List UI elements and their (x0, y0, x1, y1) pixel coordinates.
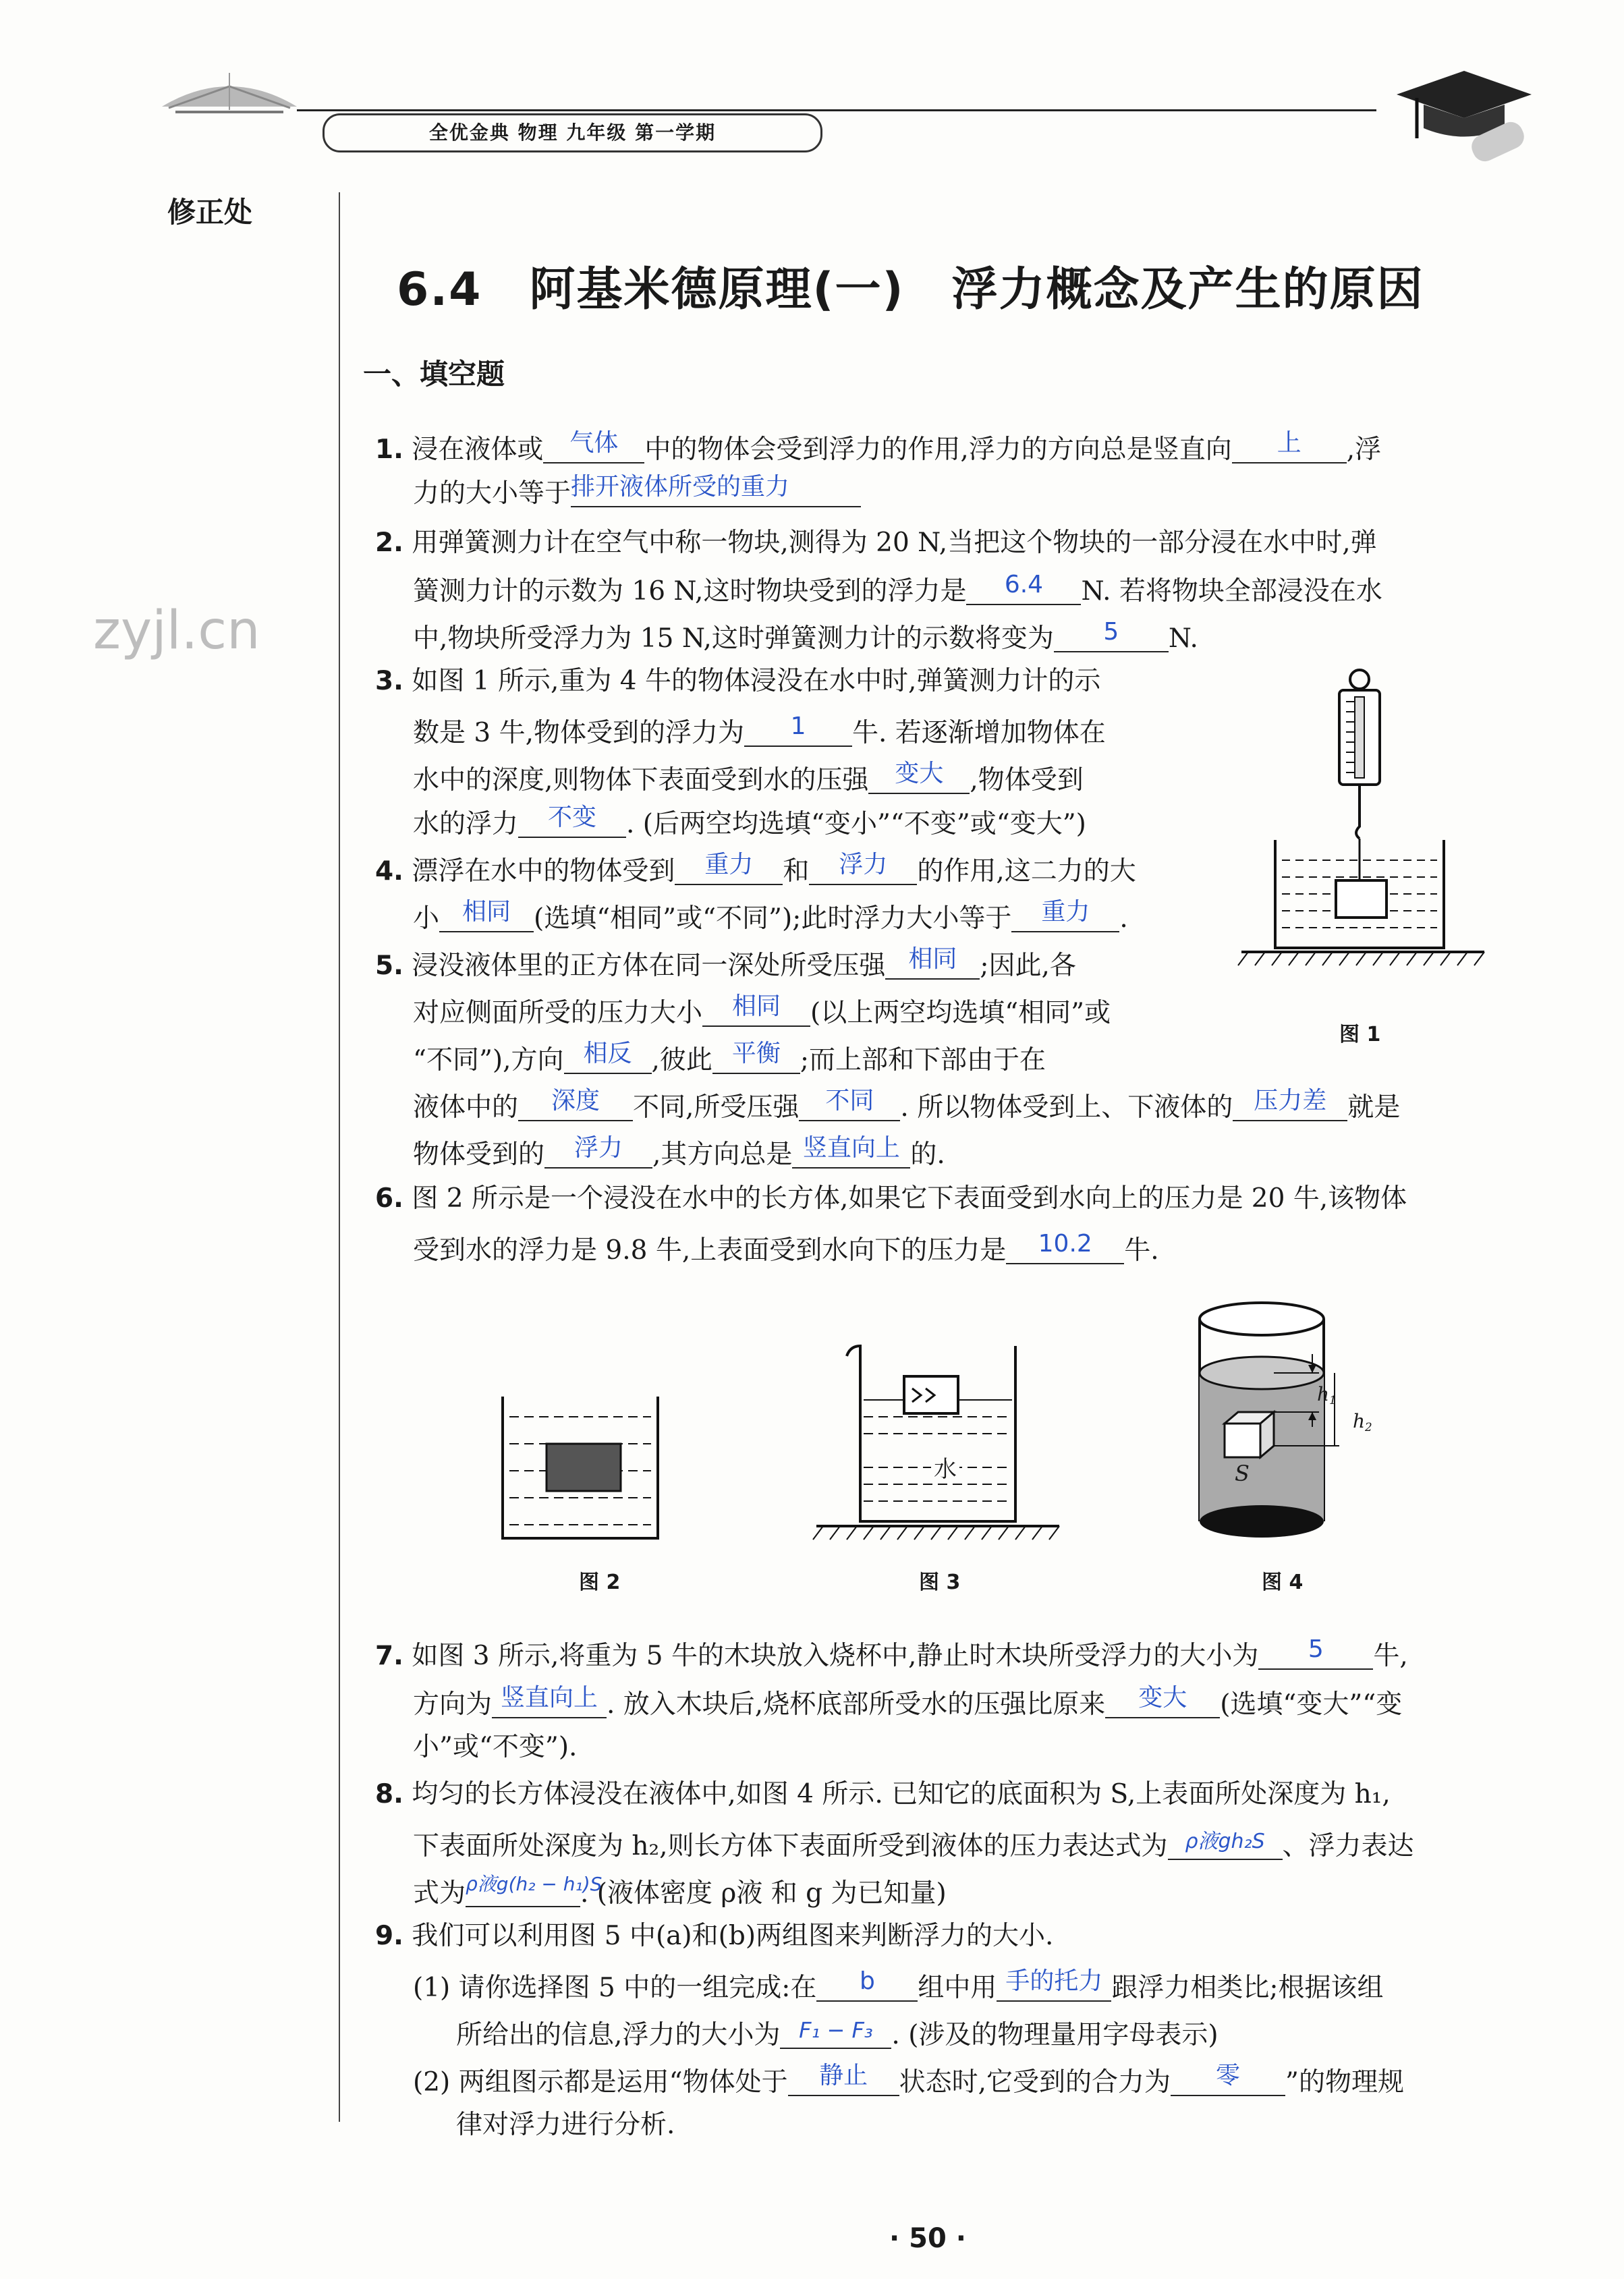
figure-3-water-label: 水 (931, 1451, 959, 1484)
q3-line2: 数是 3 牛,物体受到的浮力为 1 牛. 若逐渐增加物体在 (413, 712, 1106, 749)
q1-line2: 力的大小等于 排开液体所受的重力 (413, 476, 861, 507)
q4-blank4[interactable]: 重力 (1011, 901, 1119, 932)
figure-4-h1-label: $h_1$ (1317, 1383, 1337, 1407)
q3-blank1[interactable]: 1 (744, 715, 852, 747)
q4-line1: 4. 漂浮在水中的物体受到 重力 和 浮力 的作用,这二力的大 (375, 850, 1136, 887)
q9-line5: 律对浮力进行分析. (456, 2110, 675, 2140)
q4-line2: 小 相同 (选填“相同”或“不同”);此时浮力大小等于 重力 . (413, 897, 1128, 934)
q4-blank2[interactable]: 浮力 (809, 853, 917, 885)
q3-blank2[interactable]: 变大 (868, 762, 970, 794)
q4-number: 4. (375, 856, 403, 887)
watermark: zyjl.cn (93, 600, 260, 661)
q9-line2: (1) 请你选择图 5 中的一组完成:在 b 组中用 手的托力 跟浮力相类比;根据该组 (413, 1967, 1384, 2004)
q2-blank2[interactable]: 5 (1054, 621, 1169, 652)
q8-line2: 下表面所处深度为 h₂,则长方体下表面所受到液体的压力表达式为 ρ液gh₂S 、浮力表达 (413, 1829, 1414, 1862)
q7-line2: 方向为 竖直向上 . 放入木块后,烧杯底部所受水的压强比原来 变大 (选填“变大”“变 (413, 1683, 1403, 1720)
q6-line1: 6. 图 2 所示是一个浸没在水中的长方体,如果它下表面受到水向上的压力是 20 牛,该物体 (375, 1183, 1407, 1214)
q2-number: 2. (375, 528, 403, 558)
figure-1-caption: 图 1 (1339, 1023, 1381, 1046)
q6-blank1[interactable]: 10.2 (1006, 1233, 1124, 1264)
figure-4-caption: 图 4 (1262, 1571, 1304, 1594)
q1-blank1[interactable]: 气体 (543, 432, 644, 463)
q9-number: 9. (375, 1921, 403, 1951)
q5-line5: 物体受到的 浮力 ,其方向总是 竖直向上 的. (413, 1133, 945, 1171)
figure-2-caption: 图 2 (579, 1571, 621, 1594)
page-title: 6.4 阿基米德原理(一) 浮力概念及产生的原因 (397, 263, 1424, 316)
figure-3-beaker-wood (810, 1336, 1066, 1545)
q2-line1: 2. 用弹簧测力计在空气中称一物块,测得为 20 N,当把这个物块的一部分浸在水中时,弹 (375, 528, 1377, 558)
q2-blank1[interactable]: 6.4 (966, 573, 1081, 605)
q5-blank1[interactable]: 相同 (885, 948, 980, 980)
q5-blank2[interactable]: 相同 (702, 995, 810, 1027)
q9-blank1[interactable]: b (816, 1970, 918, 2002)
q7-blank1[interactable]: 5 (1258, 1638, 1373, 1670)
book-logo-icon (155, 59, 304, 115)
q5-line4: 液体中的 深度 不同,所受压强 不同 . 所以物体受到上、下液体的 压力差 就是 (413, 1086, 1401, 1123)
q5-line2: 对应侧面所受的压力大小 相同 (以上两空均选填“相同”或 (413, 992, 1111, 1029)
q4-blank1[interactable]: 重力 (675, 853, 783, 885)
q7-blank3[interactable]: 变大 (1105, 1687, 1220, 1718)
q7-line3: 小”或“不变”). (413, 1732, 578, 1762)
q7-line1: 7. 如图 3 所示,将重为 5 牛的木块放入烧杯中,静止时木块所受浮力的大小为 5 牛, (375, 1635, 1408, 1672)
q3-line3: 水中的深度,则物体下表面受到水的压强 变大 ,物体受到 (413, 759, 1084, 796)
q1-number: 1. (375, 434, 403, 466)
q1-line1: 1. 浸在液体或 气体 中的物体会受到浮力的作用,浮力的方向总是竖直向 上 ,浮 (375, 428, 1382, 466)
q9-blank4[interactable]: 静止 (788, 2064, 899, 2096)
q5-blank6[interactable]: 不同 (799, 1090, 900, 1121)
q7-number: 7. (375, 1641, 403, 1672)
figure-3-caption: 图 3 (919, 1571, 961, 1594)
header-rule (297, 109, 1376, 111)
q6-number: 6. (375, 1183, 403, 1214)
q6-line2: 受到水的浮力是 9.8 牛,上表面受到水向下的压力是 10.2 牛. (413, 1229, 1159, 1266)
figure-1-spring-scale (1235, 665, 1491, 975)
q5-blank4[interactable]: 平衡 (712, 1042, 800, 1074)
q5-blank5[interactable]: 深度 (518, 1090, 633, 1121)
q9-line1: 9. 我们可以利用图 5 中(a)和(b)两组图来判断浮力的大小. (375, 1921, 1054, 1951)
figure-4-s-label: S (1235, 1461, 1250, 1486)
correction-label: 修正处 (167, 196, 253, 229)
q5-blank8[interactable]: 浮力 (544, 1137, 652, 1169)
q8-line3: 式为 ρ液g(h₂ − h₁)S . (液体密度 ρ液 和 g 为已知量) (413, 1872, 947, 1909)
q3-line4: 水的浮力 不变 . (后两空均选填“变小”“不变”或“变大”) (413, 803, 1086, 840)
q1-blank3[interactable]: 排开液体所受的重力 (571, 476, 861, 507)
q8-blank1[interactable]: ρ液gh₂S (1168, 1828, 1283, 1860)
figure-2-submerged-block (493, 1390, 668, 1545)
q5-blank7[interactable]: 压力差 (1233, 1090, 1347, 1121)
book-title: 全优金典 物理 九年级 第一学期 (323, 113, 822, 152)
section-heading: 一、填空题 (363, 358, 505, 391)
q9-line3: 所给出的信息,浮力的大小为 F₁ − F₃ . (涉及的物理量用字母表示) (456, 2017, 1219, 2051)
q5-number: 5. (375, 951, 403, 982)
q8-number: 8. (375, 1779, 403, 1809)
q8-blank2[interactable]: ρ液g(h₂ − h₁)S (466, 1876, 580, 1907)
graduation-cap-icon (1390, 64, 1538, 165)
page-number: · 50 · (889, 2223, 966, 2254)
margin-divider (339, 192, 340, 2122)
q4-blank3[interactable]: 相同 (439, 901, 534, 932)
q8-line1: 8. 均匀的长方体浸没在液体中,如图 4 所示. 已知它的底面积为 S,上表面所处深度为 h₁, (375, 1779, 1391, 1809)
q7-blank2[interactable]: 竖直向上 (492, 1687, 607, 1718)
q2-line2: 簧测力计的示数为 16 N,这时物块受到的浮力是 6.4 N. 若将物块全部浸没在水 (413, 570, 1382, 607)
q5-blank3[interactable]: 相反 (564, 1042, 652, 1074)
q3-blank3[interactable]: 不变 (518, 806, 626, 838)
q5-line1: 5. 浸没液体里的正方体在同一深处所受压强 相同 ;因此,各 (375, 945, 1076, 982)
figure-4-h2-label: $h_2$ (1353, 1410, 1372, 1434)
q2-line3: 中,物块所受浮力为 15 N,这时弹簧测力计的示数将变为 5 N. (413, 617, 1198, 654)
q3-number: 3. (375, 666, 403, 696)
q9-blank5[interactable]: 零 (1171, 2064, 1285, 2096)
q3-line1: 3. 如图 1 所示,重为 4 牛的物体浸没在水中时,弹簧测力计的示 (375, 666, 1101, 696)
q9-line4: (2) 两组图示都是运用“物体处于 静止 状态时,它受到的合力为 零 ”的物理规 (413, 2061, 1404, 2098)
q9-blank2[interactable]: 手的托力 (997, 1970, 1111, 2002)
q1-blank2[interactable]: 上 (1232, 432, 1347, 463)
q5-blank9[interactable]: 竖直向上 (792, 1137, 910, 1169)
q9-blank3[interactable]: F₁ − F₃ (780, 2017, 891, 2049)
q5-line3: “不同”),方向 相反 ,彼此 平衡 ;而上部和下部由于在 (413, 1039, 1046, 1076)
